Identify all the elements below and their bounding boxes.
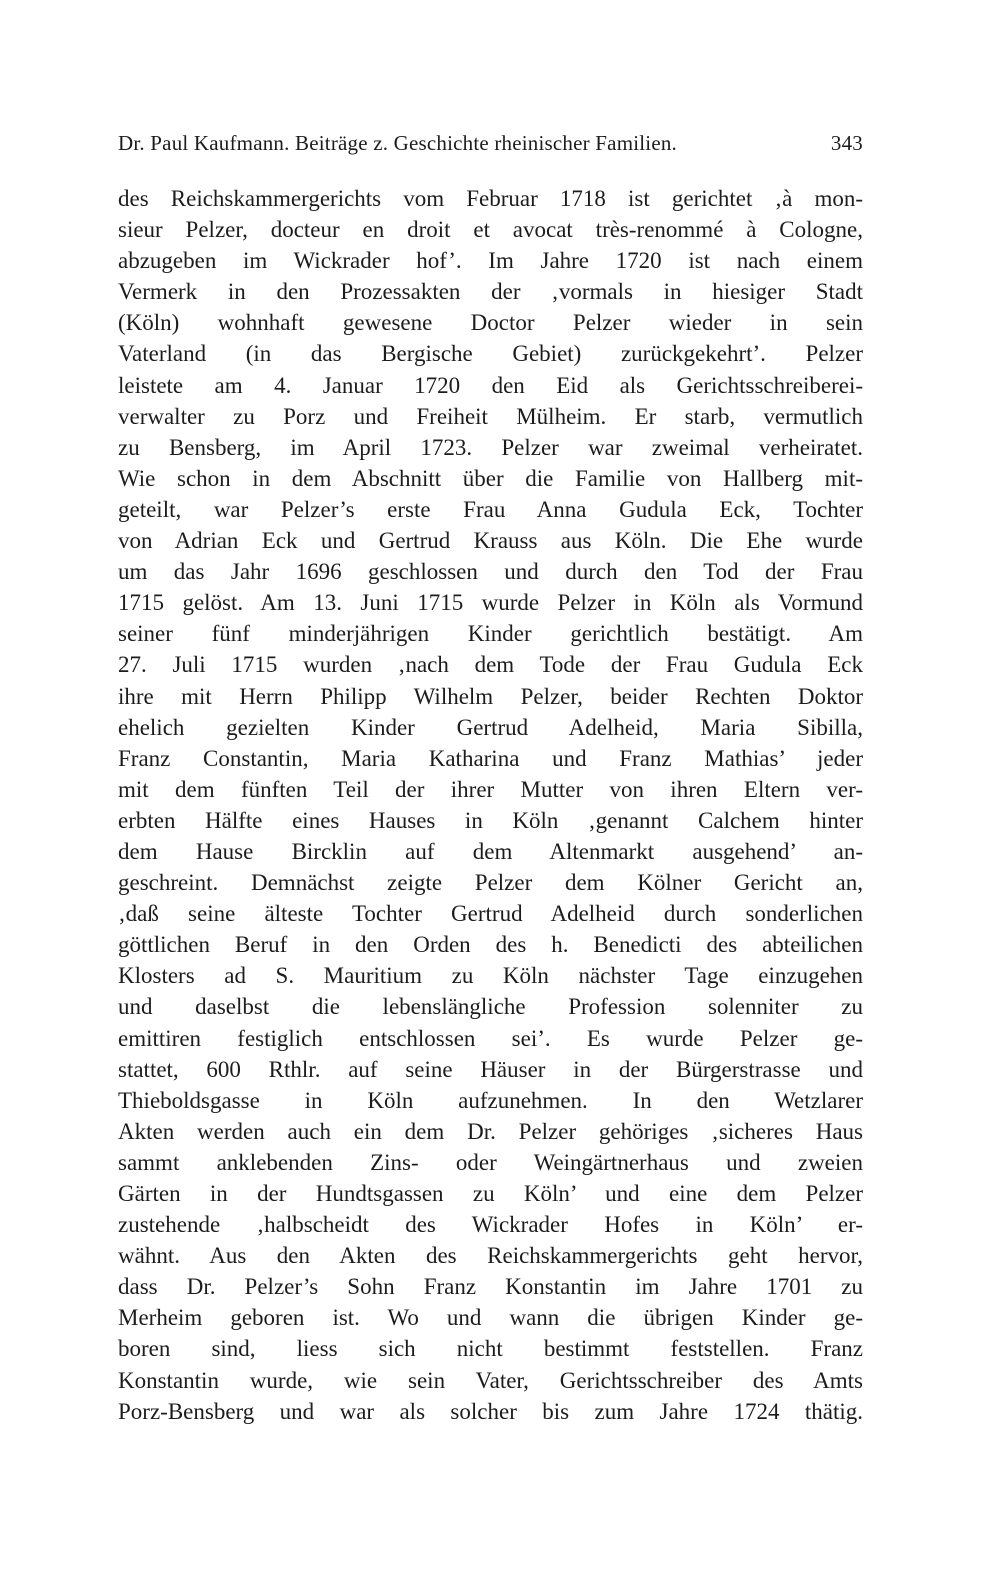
- text-line: geschreint. Demnächst zeigte Pelzer dem Kölner Gericht an,: [118, 870, 863, 896]
- text-line: abzugeben im Wickrader hof’. Im Jahre 1720 ist nach einem: [118, 248, 863, 274]
- page-number: 343: [830, 131, 863, 155]
- text-line: ‚daß seine älteste Tochter Gertrud Adelheid durch sonderlichen: [118, 901, 863, 927]
- text-line: Konstantin wurde, wie sein Vater, Gerichtsschreiber des Amts: [118, 1367, 863, 1393]
- text-line: von Adrian Eck und Gertrud Krauss aus Köln. Die Ehe wurde: [118, 528, 863, 554]
- text-line: um das Jahr 1696 geschlossen und durch den Tod der Frau: [118, 559, 863, 585]
- body-text: [118, 183, 863, 1427]
- text-line: Wie schon in dem Abschnitt über die Familie von Hallberg mit-: [118, 465, 863, 491]
- text-line: (Köln) wohnhaft gewesene Doctor Pelzer wieder in sein: [118, 310, 863, 336]
- text-line: seiner fünf minderjährigen Kinder gerichtlich bestätigt. Am: [118, 621, 863, 647]
- text-line: Vaterland (in das Bergische Gebiet) zurückgekehrt’. Pelzer: [118, 341, 863, 367]
- text-line: wähnt. Aus den Akten des Reichskammergerichts geht hervor,: [118, 1243, 863, 1269]
- text-line: ihre mit Herrn Philipp Wilhelm Pelzer, beider Rechten Doktor: [118, 683, 863, 709]
- text-line: Gärten in der Hundtsgassen zu Köln’ und eine dem Pelzer: [118, 1181, 863, 1206]
- running-header: [118, 128, 863, 158]
- text-line: emittiren festiglich entschlossen sei’. Es wurde Pelzer ge-: [118, 1025, 863, 1051]
- text-line: ehelich gezielten Kinder Gertrud Adelheid, Maria Sibilla,: [118, 714, 863, 740]
- text-line: Thieboldsgasse in Köln aufzunehmen. In den Wetzlarer: [118, 1087, 863, 1113]
- text-line: göttlichen Beruf in den Orden des h. Benedicti des abteilichen: [118, 932, 863, 958]
- text-line: Franz Constantin, Maria Katharina und Franz Mathias’ jeder: [118, 745, 863, 771]
- text-line: zustehende ‚halbscheidt des Wickrader Hofes in Köln’ er-: [118, 1212, 863, 1238]
- text-line: Akten werden auch ein dem Dr. Pelzer gehöriges ‚sicheres Haus: [118, 1118, 863, 1144]
- running-title: Dr. Paul Kaufmann. Beiträge z. Geschichte rheinischer Familien.: [118, 131, 678, 155]
- text-line: Merheim geboren ist. Wo und wann die übrigen Kinder ge-: [118, 1305, 863, 1331]
- text-line: leistete am 4. Januar 1720 den Eid als Gerichtsschreiberei-: [118, 372, 863, 398]
- text-line: des Reichskammergerichts vom Februar 1718 ist gerichtet ‚à mon-: [118, 186, 863, 211]
- text-line: boren sind, liess sich nicht bestimmt feststellen. Franz: [118, 1336, 863, 1362]
- text-line: erbten Hälfte eines Hauses in Köln ‚genannt Calchem hinter: [118, 807, 863, 833]
- text-line: dass Dr. Pelzer’s Sohn Franz Konstantin im Jahre 1701 zu: [118, 1274, 863, 1300]
- text-line: Vermerk in den Prozessakten der ‚vormals in hiesiger Stadt: [118, 279, 863, 305]
- text-line: dem Hause Bircklin auf dem Altenmarkt ausgehend’ an-: [118, 838, 863, 864]
- text-line: und daselbst die lebenslängliche Profession solenniter zu: [118, 994, 863, 1020]
- text-line: verwalter zu Porz und Freiheit Mülheim. Er starb, vermutlich: [118, 403, 863, 429]
- text-line: 1715 gelöst. Am 13. Juni 1715 wurde Pelzer in Köln als Vormund: [118, 590, 863, 616]
- text-line: geteilt, war Pelzer’s erste Frau Anna Gudula Eck, Tochter: [118, 496, 863, 522]
- text-line: sammt anklebenden Zins- oder Weingärtnerhaus und zweien: [118, 1149, 863, 1175]
- text-line: zu Bensberg, im April 1723. Pelzer war zweimal verheiratet.: [118, 434, 863, 460]
- text-line: mit dem fünften Teil der ihrer Mutter von ihren Eltern ver-: [118, 776, 863, 802]
- text-line: Klosters ad S. Mauritium zu Köln nächster Tage einzugehen: [118, 963, 863, 989]
- text-line: sieur Pelzer, docteur en droit et avocat très-renommé à Cologne,: [118, 217, 863, 243]
- text-line: stattet, 600 Rthlr. auf seine Häuser in der Bürgerstrasse und: [118, 1056, 863, 1082]
- text-line: Porz-Bensberg und war als solcher bis zum Jahre 1724 thätig.: [118, 1398, 863, 1424]
- text-line: 27. Juli 1715 wurden ‚nach dem Tode der Frau Gudula Eck: [118, 652, 863, 678]
